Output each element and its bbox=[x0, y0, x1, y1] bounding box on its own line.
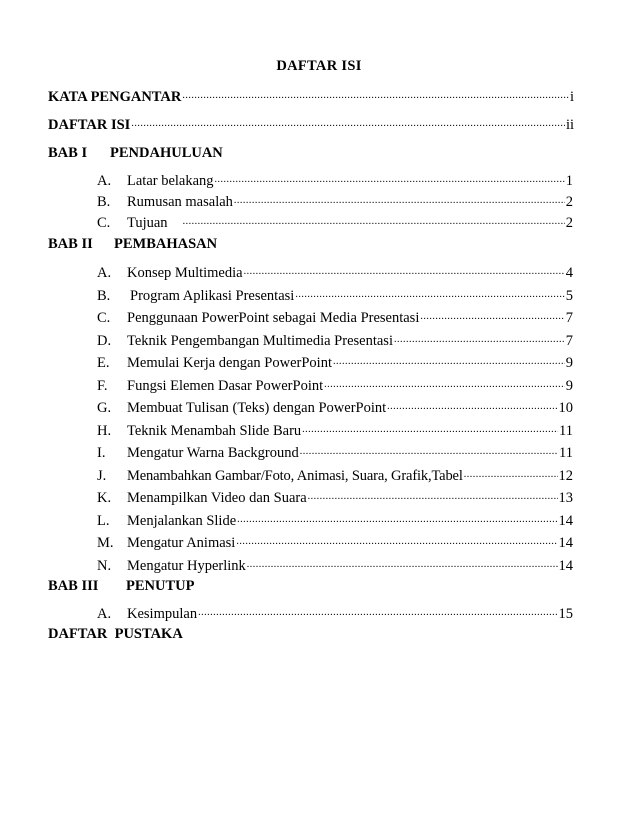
item-page: 4 bbox=[565, 265, 573, 281]
item-page: 14 bbox=[558, 535, 573, 551]
chapter-name: PENUTUP bbox=[126, 578, 195, 594]
item-page: 12 bbox=[558, 468, 573, 484]
leader-dots bbox=[333, 352, 565, 372]
item-letter: C. bbox=[97, 310, 111, 326]
item-page: 14 bbox=[558, 558, 573, 574]
toc-item[interactable] bbox=[97, 376, 573, 396]
item-letter: I. bbox=[97, 445, 106, 461]
item-text: Teknik Pengembangan Multimedia Presentasi bbox=[127, 333, 393, 349]
item-page: 15 bbox=[558, 606, 573, 622]
toc-entry-kata-pengantar[interactable] bbox=[48, 87, 574, 107]
item-page: 5 bbox=[565, 288, 573, 304]
item-letter: A. bbox=[97, 606, 112, 622]
item-text: Rumusan masalah bbox=[127, 194, 233, 210]
item-text: Membuat Tulisan (Teks) dengan PowerPoint bbox=[127, 400, 387, 416]
toc-item[interactable] bbox=[97, 443, 573, 463]
item-text: Mengatur Animasi bbox=[127, 535, 236, 551]
toc-item[interactable] bbox=[97, 556, 573, 576]
item-text: Menambahkan Gambar/Foto, Animasi, Suara, Grafik,Tabel bbox=[127, 468, 463, 484]
leader-dots bbox=[464, 465, 558, 485]
toc-item[interactable] bbox=[97, 533, 573, 553]
item-page: 14 bbox=[558, 513, 573, 529]
leader-dots bbox=[420, 307, 564, 327]
item-page: 2 bbox=[565, 215, 573, 231]
item-text: Mengatur Hyperlink bbox=[127, 558, 246, 574]
item-letter: M. bbox=[97, 535, 114, 551]
leader-dots bbox=[308, 487, 558, 507]
item-page: 9 bbox=[565, 378, 573, 394]
toc-item[interactable] bbox=[97, 308, 573, 328]
item-page: 2 bbox=[565, 194, 573, 210]
toc-item[interactable] bbox=[97, 398, 573, 418]
leader-dots bbox=[236, 532, 557, 552]
chapter-name: PENDAHULUAN bbox=[110, 145, 223, 161]
leader-dots bbox=[247, 555, 558, 575]
toc-item[interactable] bbox=[97, 421, 573, 441]
item-text: Penggunaan PowerPoint sebagai Media Presentasi bbox=[127, 310, 420, 326]
item-letter: H. bbox=[97, 423, 112, 439]
chapter-number: BAB II bbox=[48, 236, 93, 252]
leader-dots bbox=[234, 191, 565, 211]
toc-entry-page: ii bbox=[565, 117, 574, 133]
leader-dots bbox=[244, 262, 565, 282]
toc-entry-daftar-pustaka[interactable] bbox=[48, 624, 183, 644]
item-page: 9 bbox=[565, 355, 573, 371]
toc-item[interactable] bbox=[97, 286, 573, 306]
item-text: Latar belakang bbox=[127, 173, 214, 189]
toc-item[interactable] bbox=[97, 466, 573, 486]
item-letter: E. bbox=[97, 355, 110, 371]
leader-dots bbox=[131, 114, 565, 134]
item-letter: J. bbox=[97, 468, 107, 484]
toc-item[interactable] bbox=[97, 263, 573, 283]
toc-item[interactable] bbox=[97, 511, 573, 531]
leader-dots bbox=[300, 442, 558, 462]
item-text: Teknik Menambah Slide Baru bbox=[127, 423, 302, 439]
leader-dots bbox=[387, 397, 557, 417]
leader-dots bbox=[215, 170, 565, 190]
toc-entry-label: DAFTAR ISI bbox=[48, 117, 131, 133]
toc-entry-page: i bbox=[569, 89, 574, 105]
item-letter: G. bbox=[97, 400, 112, 416]
leader-dots bbox=[182, 86, 569, 106]
chapter-number: BAB III bbox=[48, 578, 99, 594]
item-page: 11 bbox=[559, 445, 573, 461]
chapter-heading-bab-1 bbox=[48, 143, 223, 163]
item-text: Fungsi Elemen Dasar PowerPoint bbox=[127, 378, 324, 394]
leader-dots bbox=[302, 420, 558, 440]
item-page: 10 bbox=[558, 400, 573, 416]
chapter-heading-bab-3 bbox=[48, 576, 194, 596]
toc-item[interactable] bbox=[97, 353, 573, 373]
item-page: 11 bbox=[559, 423, 573, 439]
page-title: DAFTAR ISI bbox=[276, 58, 362, 74]
toc-entry-daftar-isi[interactable] bbox=[48, 115, 574, 135]
toc-item[interactable] bbox=[97, 192, 573, 212]
leader-dots bbox=[295, 285, 564, 305]
item-letter: K. bbox=[97, 490, 112, 506]
item-letter: A. bbox=[97, 265, 112, 281]
leader-dots bbox=[183, 212, 565, 232]
item-letter: A. bbox=[97, 173, 112, 189]
item-page: 7 bbox=[565, 310, 573, 326]
item-text: Tujuan bbox=[127, 215, 168, 231]
item-text: Konsep Multimedia bbox=[127, 265, 243, 281]
toc-item[interactable] bbox=[97, 488, 573, 508]
leader-dots bbox=[394, 330, 565, 350]
item-text: Program Aplikasi Presentasi bbox=[130, 288, 295, 304]
item-letter: B. bbox=[97, 288, 111, 304]
chapter-name: PEMBAHASAN bbox=[114, 236, 218, 252]
item-letter: D. bbox=[97, 333, 112, 349]
item-text: Menampilkan Video dan Suara bbox=[127, 490, 307, 506]
item-text: Kesimpulan bbox=[127, 606, 198, 622]
item-letter: N. bbox=[97, 558, 112, 574]
toc-item[interactable] bbox=[97, 331, 573, 351]
final-entry-label: DAFTAR PUSTAKA bbox=[48, 626, 183, 642]
item-page: 1 bbox=[565, 173, 573, 189]
toc-item[interactable] bbox=[97, 213, 573, 233]
toc-item[interactable] bbox=[97, 604, 573, 624]
chapter-number: BAB I bbox=[48, 145, 88, 161]
item-page: 7 bbox=[565, 333, 573, 349]
item-letter: C. bbox=[97, 215, 111, 231]
toc-entry-label: KATA PENGANTAR bbox=[48, 89, 182, 105]
item-letter: L. bbox=[97, 513, 110, 529]
leader-dots bbox=[237, 510, 557, 530]
item-text: Mengatur Warna Background bbox=[127, 445, 299, 461]
leader-dots bbox=[324, 375, 565, 395]
item-page: 13 bbox=[558, 490, 573, 506]
chapter-heading-bab-2 bbox=[48, 234, 217, 254]
item-letter: B. bbox=[97, 194, 111, 210]
item-letter: F. bbox=[97, 378, 108, 394]
item-text: Menjalankan Slide bbox=[127, 513, 237, 529]
toc-item[interactable] bbox=[97, 171, 573, 191]
leader-dots bbox=[198, 603, 557, 623]
item-text: Memulai Kerja dengan PowerPoint bbox=[127, 355, 332, 371]
